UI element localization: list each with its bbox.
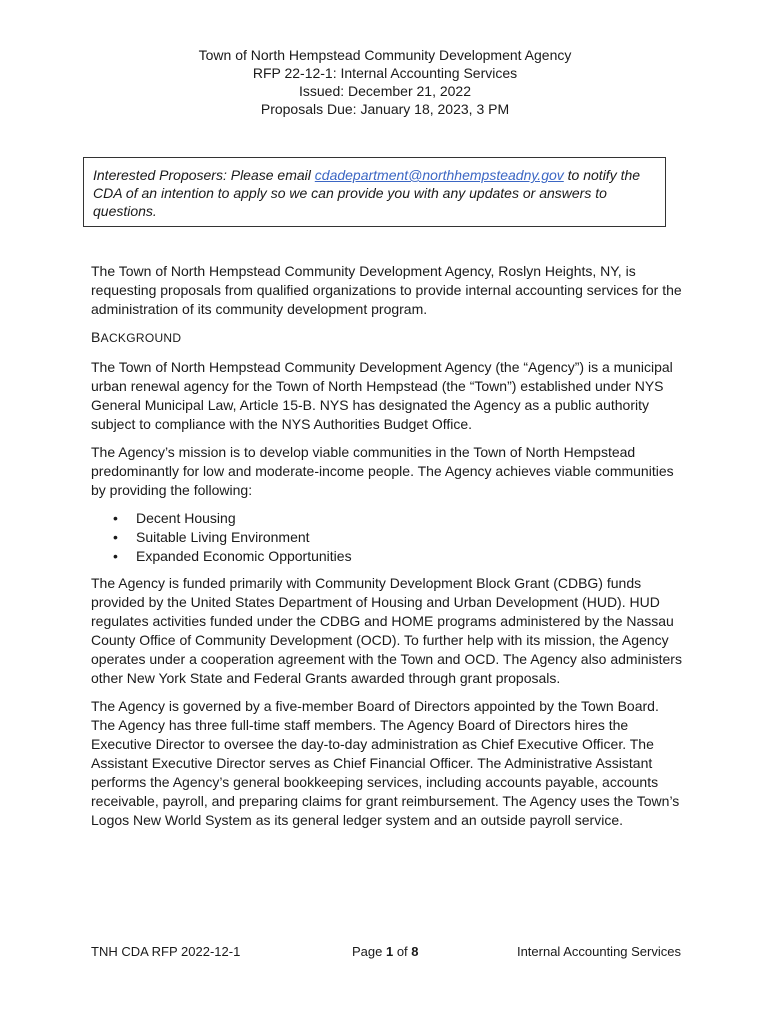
intro-paragraph: The Town of North Hempstead Community Development Agency, Roslyn Heights, NY, is requesting proposals from qualified organizations to provide internal accounting services for the administration of its community development program. — [91, 263, 682, 317]
list-item-label: Decent Housing — [136, 510, 236, 526]
footer-doc-title: Internal Accounting Services — [516, 944, 681, 959]
issued-date: Issued: December 21, 2022 — [299, 83, 471, 99]
document-header — [0, 46, 770, 118]
bullet-icon: • — [113, 548, 118, 564]
list-item-label: Expanded Economic Opportunities — [136, 548, 352, 564]
bullet-icon: • — [113, 529, 118, 545]
email-link[interactable]: cdadepartment@northhempsteadny.gov — [314, 167, 564, 183]
section-heading-background — [91, 328, 683, 348]
page-number — [352, 943, 419, 961]
list-item — [113, 509, 683, 528]
rfp-title: RFP 22-12-1: Internal Accounting Services — [252, 65, 518, 81]
agency-title: Town of North Hempstead Community Development Agency — [198, 47, 572, 63]
heading-first-letter: B — [91, 329, 101, 345]
background-paragraph-3: The Agency is funded primarily with Community Development Block Grant (CDBG) funds provided by the United States Department of Housing and Urban Development (HUD). HUD regulates activities funded under the CDBG and HOME programs administered by the Nassau County Office of Community Development (OCD). To further help with its mission, the Agency operates under a cooperation agreement with the Town and OCD. The Agency also administers other New York State and Federal Grants awarded through grant proposals. — [91, 575, 682, 686]
notice-text-before: Interested Proposers: Please email — [93, 167, 315, 183]
footer-doc-id: TNH CDA RFP 2022-12-1 — [91, 944, 241, 959]
proposals-due: Proposals Due: January 18, 2023, 3 PM — [260, 101, 510, 117]
background-paragraph-4: The Agency is governed by a five-member Board of Directors appointed by the Town Board. The Agency has three full-time staff members. The Agency Board of Directors hires the Executive Director to oversee the day-to-day administration as Chief Executive Officer. The Assistant Executive Director serves as Chief Financial Officer. The Administrative Assistant performs the Agency’s general bookkeeping services, including accounts payable, accounts receivable, payroll, and preparing claims for grant reimbursement. The Agency uses the Town’s Logos New World System as its general ledger system and an outside payroll service. — [91, 698, 680, 828]
page-prefix: Page — [352, 944, 386, 959]
heading-rest: ACKGROUND — [100, 331, 182, 345]
background-paragraph-1: The Town of North Hempstead Community Development Agency (the “Agency”) is a municipal urban renewal agency for the Town of North Hempstead (the “Town”) established under NYS General Municipal Law, Article 15-B. NYS has designated the Agency as a public authority subject to compliance with the NYS Authorities Budget Office. — [91, 359, 673, 432]
services-list — [91, 509, 683, 566]
document-body — [91, 262, 683, 839]
page-of: of — [393, 944, 412, 959]
page-current: 1 — [385, 944, 394, 959]
list-item — [113, 547, 683, 566]
notice-box — [83, 157, 666, 227]
list-item-label: Suitable Living Environment — [136, 529, 310, 545]
bullet-icon: • — [113, 510, 118, 526]
notice-text-after: to notify the CDA of an intention to apply so we can provide you with any updates or answers to questions. — [93, 167, 641, 219]
list-item — [113, 528, 683, 547]
page-total: 8 — [411, 944, 419, 959]
background-paragraph-2: The Agency’s mission is to develop viable communities in the Town of North Hempstead predominantly for low and moderate-income people. The Agency achieves viable communities by providing the following: — [91, 444, 674, 498]
